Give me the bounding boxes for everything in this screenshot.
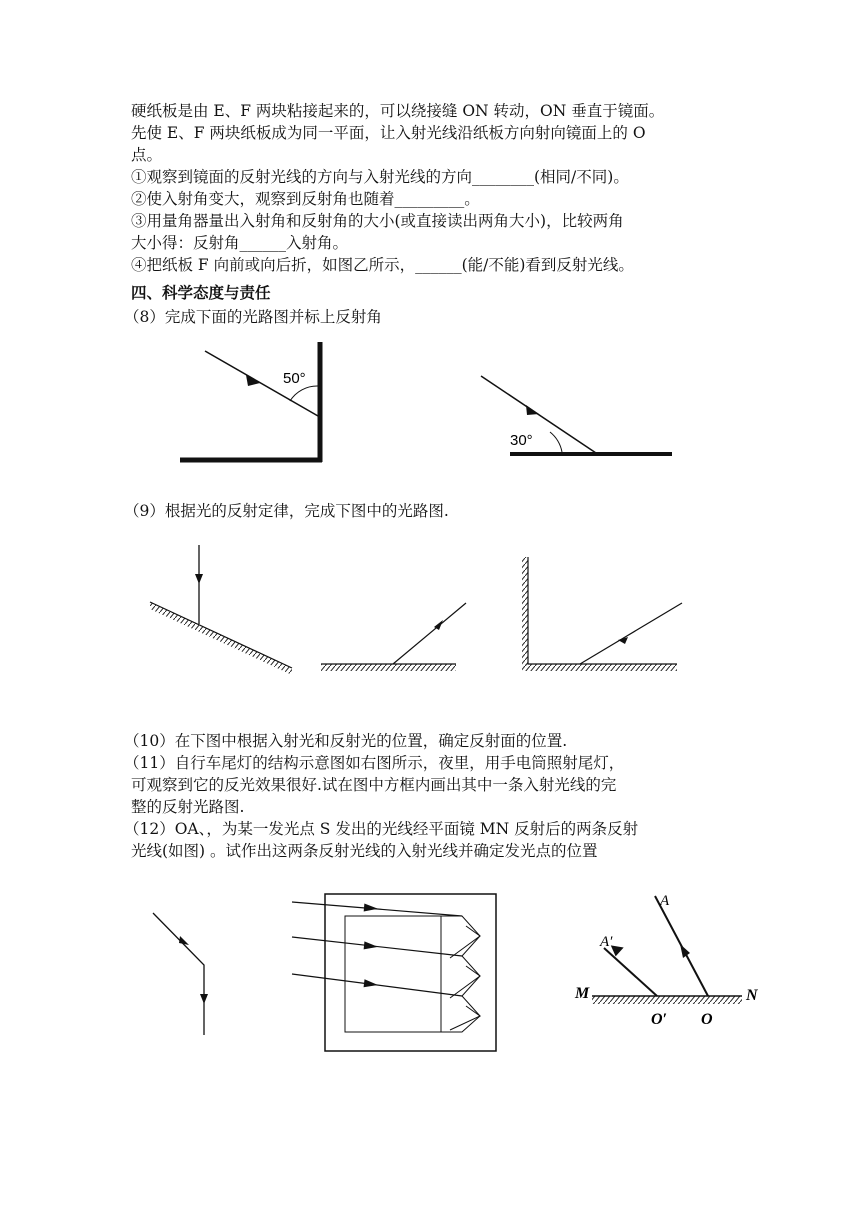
fig10-ray-path	[153, 913, 204, 1035]
fig10-arrow-icon-1	[179, 936, 189, 945]
fig8-arrow-icon	[246, 375, 260, 386]
fig10-diagram	[153, 913, 208, 1035]
fig12-reflected-ray-A-prime	[604, 948, 657, 996]
fig9-corner-mirror	[528, 557, 677, 664]
fig11-arrow-icon-3	[364, 979, 379, 989]
fig9-mirror-hatching	[150, 602, 292, 675]
problem-11-line-2: 可观察到它的反光效果很好.试在图中方框内画出其中一条入射光线的完	[131, 776, 617, 794]
fig11-arrow-icon-1	[364, 903, 379, 912]
fig9-vertical-hatching	[522, 557, 528, 667]
fig9-ray-2	[393, 603, 466, 664]
intro-line-3: 点。	[131, 146, 163, 164]
fig9-horizontal-hatching	[522, 664, 677, 671]
problem-11-line-1: （11）自行车尾灯的结构示意图如右图所示，夜里，用手电筒照射尾灯，	[124, 754, 625, 772]
fig9-diagram-1	[150, 545, 292, 675]
fig9-diagram-2	[321, 603, 466, 671]
fig8-angle-label-b: 30°	[510, 432, 533, 449]
intro-line-2: 先使 E、F 两块纸板成为同一平面，让入射光线沿纸板方向射向镜面上的 O	[131, 124, 646, 142]
fig8-right-diagram	[481, 376, 672, 454]
fig12-label-M: M	[575, 985, 590, 1002]
fig10-arrow-icon-2	[200, 994, 208, 1004]
problem-11-line-3: 整的反射光路图.	[131, 798, 245, 816]
question-1: ①观察到镜面的反射光线的方向与入射光线的方向________(相同/不同)。	[131, 168, 629, 186]
fig11-ray-1	[292, 902, 462, 916]
fig12-label-O-prime: O′	[651, 1011, 668, 1028]
problem-8: （8）完成下面的光路图并标上反射角	[124, 308, 382, 326]
fig11-reflector-prisms	[441, 916, 480, 1032]
fig12-arrow-icon-2	[680, 944, 690, 958]
fig9-diagram-3	[522, 557, 682, 671]
problem-10: （10）在下图中根据入射光和反射光的位置，确定反射面的位置.	[124, 732, 568, 750]
fig11-inner-box	[345, 916, 441, 1032]
fig9-ray-3	[580, 603, 682, 664]
fig9-arrow-icon-1	[195, 574, 203, 584]
question-3-line-2: 大小得：反射角______入射角。	[131, 234, 349, 252]
problem-12-line-2: 光线(如图) 。试作出这两条反射光线的入射光线并确定发光点的位置	[131, 842, 598, 860]
fig9-inclined-mirror	[150, 602, 292, 668]
fig8-arrow-icon-2	[526, 405, 539, 415]
fig8-incident-ray-2	[481, 376, 596, 453]
question-2: ②使入射角变大，观察到反射角也随着_________。	[131, 190, 480, 208]
fig12-diagram	[574, 893, 759, 1028]
fig11-outer-frame	[325, 894, 496, 1051]
fig12-label-N: N	[746, 987, 758, 1004]
question-4: ④把纸板 F 向前或向后折，如图乙所示，______(能/不能)看到反射光线。	[131, 256, 634, 274]
question-3-line-1: ③用量角器量出入射角和反射角的大小(或直接读出两角大小)，比较两角	[131, 212, 624, 230]
fig12-mirror-hatching	[592, 996, 742, 1004]
intro-line-1: 硬纸板是由 E、F 两块粘接起来的，可以绕接缝 ON 转动，ON 垂直于镜面。	[131, 102, 665, 120]
fig8-angle-arc	[290, 386, 318, 401]
problem-9: （9）根据光的反射定律，完成下图中的光路图.	[124, 502, 449, 520]
problem-12-line-1: （12）OA、，为某一发光点 S 发出的光线经平面镜 MN 反射后的两条反射	[124, 820, 639, 838]
fig9-mirror-hatching-2	[321, 664, 456, 671]
fig11-tail-light-diagram	[292, 894, 496, 1051]
fig8-left-diagram	[180, 342, 322, 462]
fig8-angle-arc-2	[550, 432, 562, 452]
section-heading: 四、科学态度与责任	[131, 284, 271, 302]
fig12-label-O: O	[701, 1011, 713, 1028]
fig12-label-A-prime: A′	[600, 934, 613, 950]
fig12-label-A: A	[660, 893, 670, 909]
fig8-angle-label-a: 50°	[283, 370, 306, 387]
